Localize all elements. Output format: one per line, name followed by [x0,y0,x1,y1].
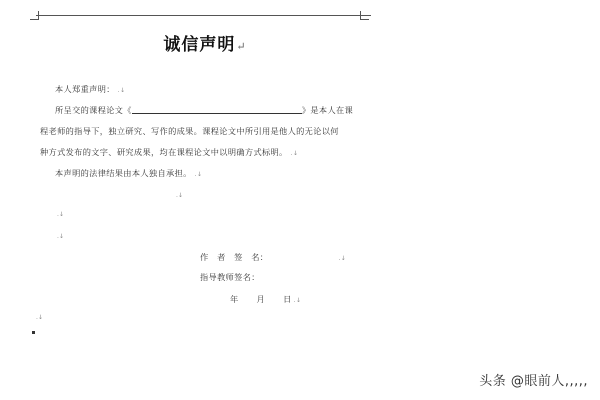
document-title [0,30,410,55]
paragraph-mark-icon: .↓ [338,255,346,262]
liability-text: 本声明的法律结果由本人独自承担。 [55,168,192,178]
advisor-signature-line [200,272,330,283]
body-line-1 [55,104,353,116]
paragraph-mark-icon: .↓ [290,150,299,157]
author-signature-label: 作 者 签 名： [200,252,269,262]
liability-line [55,168,202,179]
day-label: 日 [283,294,292,304]
paragraph-mark-icon: .↓ [57,233,64,240]
body-line-2: 程老师的指导下，独立研究、写作的成果。课程论文中所引用是他人的无论以何 [40,126,339,136]
paragraph-return-icon: ↵ [236,40,247,53]
header-rule [36,15,371,16]
intro-line [55,84,125,95]
body3-text: 种方式发布的文字、研究成果，均在课程论文中以明确方式标明。 [40,147,288,157]
body1-post-text: 》是本人在课 [301,105,354,115]
month-label: 月 [256,294,266,304]
body1-pre-text: 所呈交的课程论文《 [55,105,132,115]
advisor-signature-label: 指导教师签名： [200,272,260,282]
paragraph-mark-icon: .↓ [176,192,183,199]
list-bullet-icon [32,331,35,334]
paragraph-mark-icon: .↓ [117,87,126,94]
author-signature-line [200,252,346,263]
paragraph-mark-icon: .↓ [57,211,64,218]
date-line [230,294,301,305]
title-text: 诚信声明 [163,35,236,55]
watermark: 头条 @眼前人,,,,, [479,374,588,389]
paper-title-blank[interactable] [132,104,302,114]
intro-text: 本人郑重声明： [55,84,115,94]
paragraph-mark-icon: .↓ [293,297,302,304]
paragraph-mark-icon: .↓ [36,314,43,321]
body-line-3 [40,147,298,158]
paragraph-mark-icon: .↓ [194,171,203,178]
year-label: 年 [230,294,239,304]
